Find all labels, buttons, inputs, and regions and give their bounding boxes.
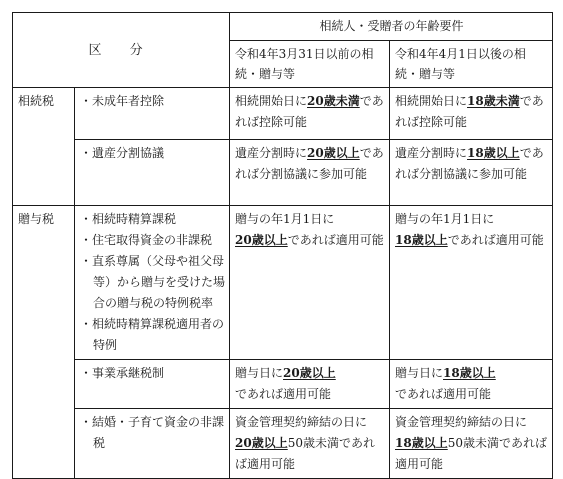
before-cell: 相続開始日に20歳未満であれば控除可能 — [230, 88, 390, 140]
item: ・直系尊属（父母や祖父母等）から贈与を受けた場合の贈与税の特例税率 — [80, 254, 226, 310]
item-cell — [75, 360, 230, 409]
after-cell: 贈与の年1月1日に 18歳以上であれば適用可能 — [390, 206, 553, 360]
before-header: 令和4年3月31日以前の相続・贈与等 — [230, 41, 390, 88]
age-value: 18歳以上 — [395, 436, 448, 450]
age-value: 18歳未満 — [467, 94, 520, 108]
age-value: 18歳以上 — [443, 366, 496, 380]
before-cell: 贈与日に20歳以上 であれば適用可能 — [230, 360, 390, 409]
item-cell — [75, 88, 230, 140]
age-value: 20歳以上 — [235, 436, 288, 450]
after-cell: 相続開始日に18歳未満であれば控除可能 — [390, 88, 553, 140]
before-cell: 資金管理契約締結の日に 20歳以上50歳未満であれば適用可能 — [230, 409, 390, 479]
age-value: 20歳未満 — [307, 94, 360, 108]
after-cell: 贈与日に18歳以上 であれば適用可能 — [390, 360, 553, 409]
after-cell: 遺産分割時に18歳以上であれば分割協議に参加可能 — [390, 140, 553, 206]
before-cell: 遺産分割時に20歳以上であれば分割協議に参加可能 — [230, 140, 390, 206]
age-requirement-header: 相続人・受贈者の年齢要件 — [230, 13, 553, 41]
age-value: 18歳以上 — [395, 233, 448, 247]
age-value: 20歳以上 — [307, 146, 360, 160]
kubun-header: 区 分 — [13, 13, 230, 88]
item: ・未成年者控除 — [80, 94, 165, 108]
before-cell: 贈与の年1月1日に 20歳以上であれば適用可能 — [230, 206, 390, 360]
item: ・事業承継税制 — [80, 366, 165, 380]
item: ・相続時精算課税 — [80, 212, 177, 226]
category-gift-tax: 贈与税 — [13, 206, 75, 479]
item-cell — [75, 409, 230, 479]
age-requirement-table — [12, 12, 553, 479]
age-value: 20歳以上 — [283, 366, 336, 380]
item-cell — [75, 140, 230, 206]
age-value: 18歳以上 — [467, 146, 520, 160]
item-cell — [75, 206, 230, 360]
after-cell: 資金管理契約締結の日に 18歳以上50歳未満であれば適用可能 — [390, 409, 553, 479]
item: ・相続時精算課税適用者の特例 — [80, 317, 225, 352]
item: ・住宅取得資金の非課税 — [80, 233, 213, 247]
after-header: 令和4年4月1日以後の相続・贈与等 — [390, 41, 553, 88]
item: ・遺産分割協議 — [80, 146, 165, 160]
age-value: 20歳以上 — [235, 233, 288, 247]
category-inheritance-tax: 相続税 — [13, 88, 75, 206]
item: ・結婚・子育て資金の非課税 — [80, 415, 225, 450]
